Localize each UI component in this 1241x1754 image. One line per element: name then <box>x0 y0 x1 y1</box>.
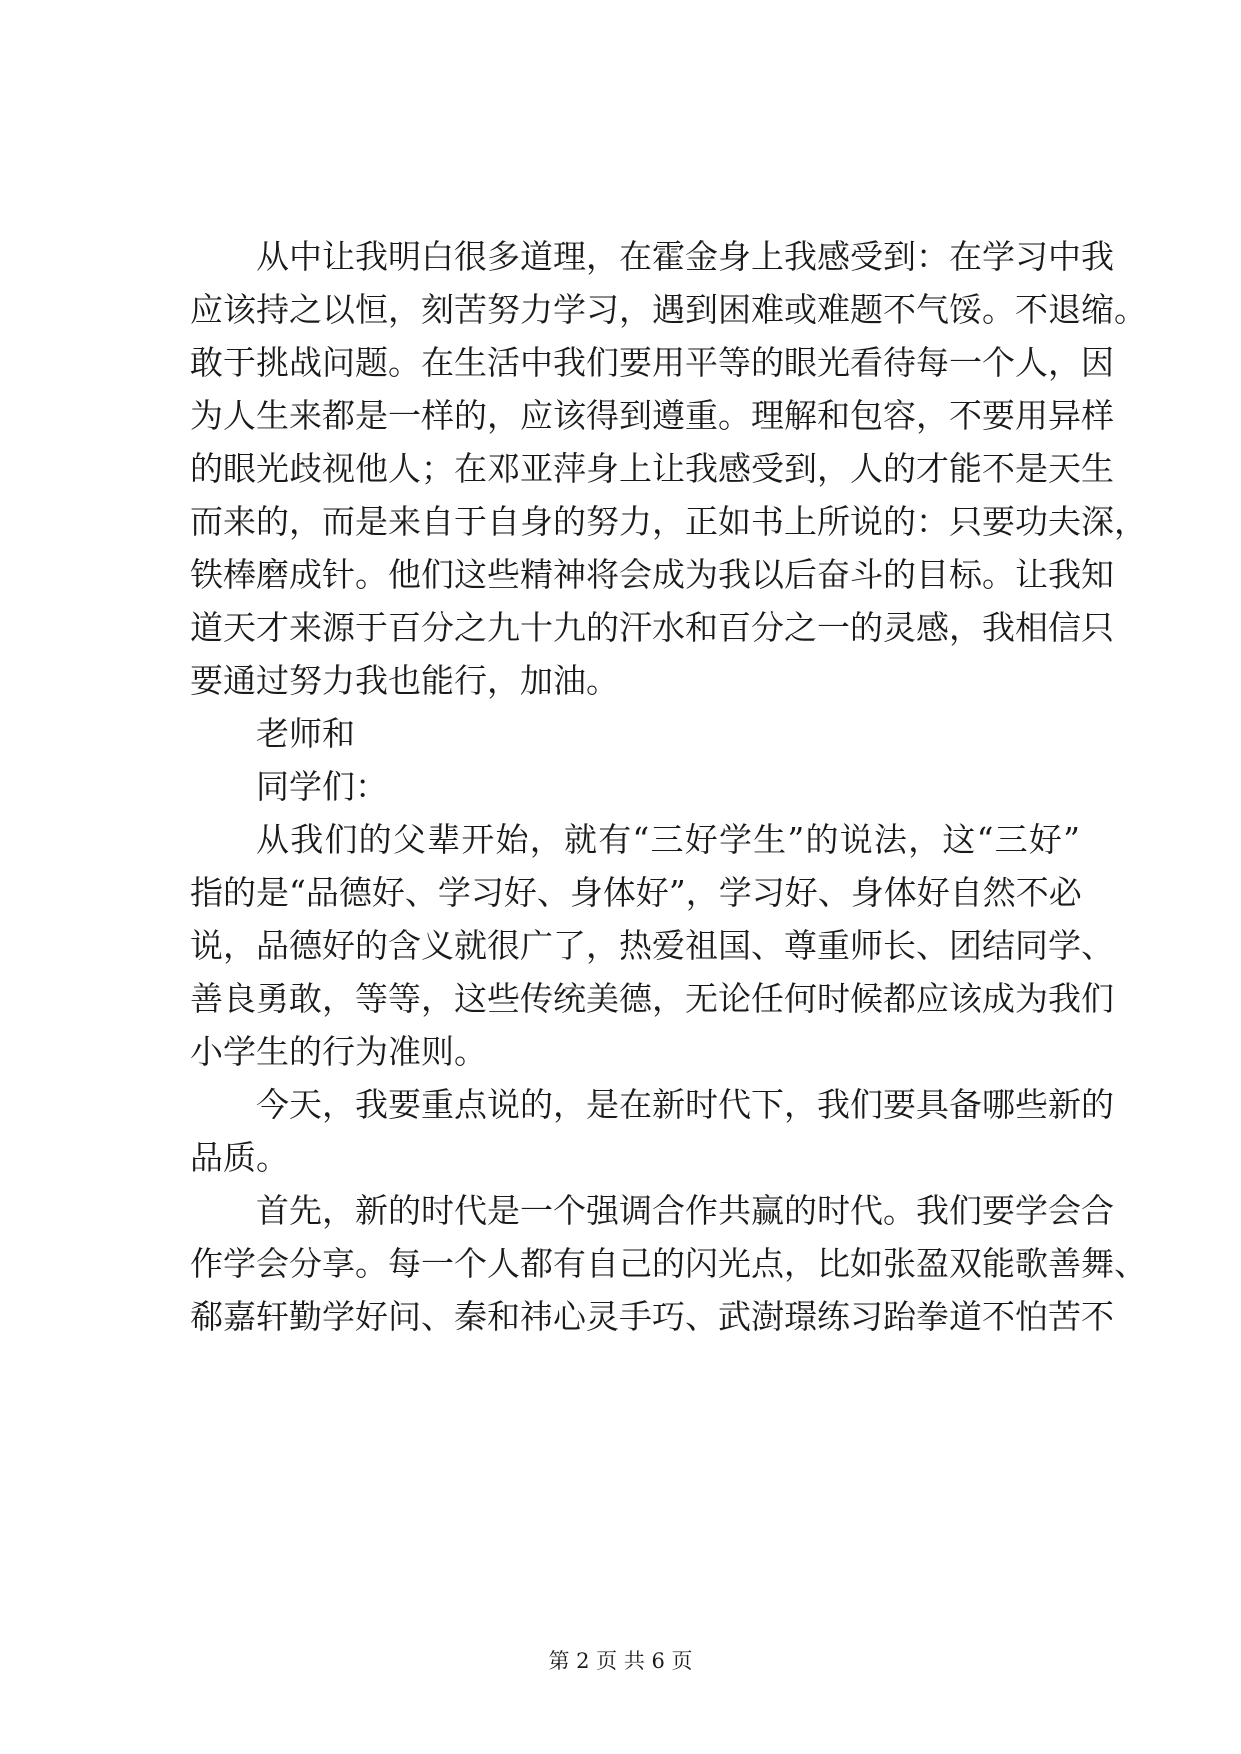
text-line: 应该持之以恒，刻苦努力学习，遇到困难或难题不气馁。不退缩。 <box>190 290 1147 329</box>
text-line: 从我们的父辈开始，就有“三好学生”的说法，这“三好” <box>256 820 1080 859</box>
text-line: 作学会分享。每一个人都有自己的闪光点，比如张盈双能歌善舞、 <box>190 1244 1147 1283</box>
text-line: 今天，我要重点说的，是在新时代下，我们要具备哪些新的 <box>256 1085 1114 1124</box>
page-number-footer: 第 2 页 共 6 页 <box>548 1649 693 1673</box>
document-body <box>190 230 1147 1343</box>
text-line: 小学生的行为准则。 <box>190 1032 487 1071</box>
text-line: 要通过努力我也能行，加油。 <box>190 661 619 700</box>
text-line: 老师和 <box>256 714 355 753</box>
text-line: 从中让我明白很多道理，在霍金身上我感受到：在学习中我 <box>256 237 1114 276</box>
text-line: 而来的，而是来自于自身的努力，正如书上所说的：只要功夫深， <box>190 502 1147 541</box>
text-line: 的眼光歧视他人；在邓亚萍身上让我感受到，人的才能不是天生 <box>190 449 1114 488</box>
text-line: 说，品德好的含义就很广了，热爱祖国、尊重师长、团结同学、 <box>190 926 1114 965</box>
text-line: 品质。 <box>190 1138 289 1177</box>
text-line: 首先，新的时代是一个强调合作共赢的时代。我们要学会合 <box>256 1191 1114 1230</box>
text-line: 道天才来源于百分之九十九的汗水和百分之一的灵感，我相信只 <box>190 608 1114 647</box>
text-line: 铁棒磨成针。他们这些精神将会成为我以后奋斗的目标。让我知 <box>190 555 1114 594</box>
text-line: 指的是“品德好、学习好、身体好”，学习好、身体好自然不必 <box>190 873 1082 912</box>
text-line: 敢于挑战问题。在生活中我们要用平等的眼光看待每一个人，因 <box>190 343 1114 382</box>
text-line: 为人生来都是一样的，应该得到遵重。理解和包容，不要用异样 <box>190 396 1114 435</box>
text-line: 郗嘉轩勤学好问、秦和祎心灵手巧、武澍璟练习跆拳道不怕苦不 <box>190 1297 1114 1336</box>
text-line: 同学们： <box>256 767 388 806</box>
text-line: 善良勇敢，等等，这些传统美德，无论任何时候都应该成为我们 <box>190 979 1114 1018</box>
